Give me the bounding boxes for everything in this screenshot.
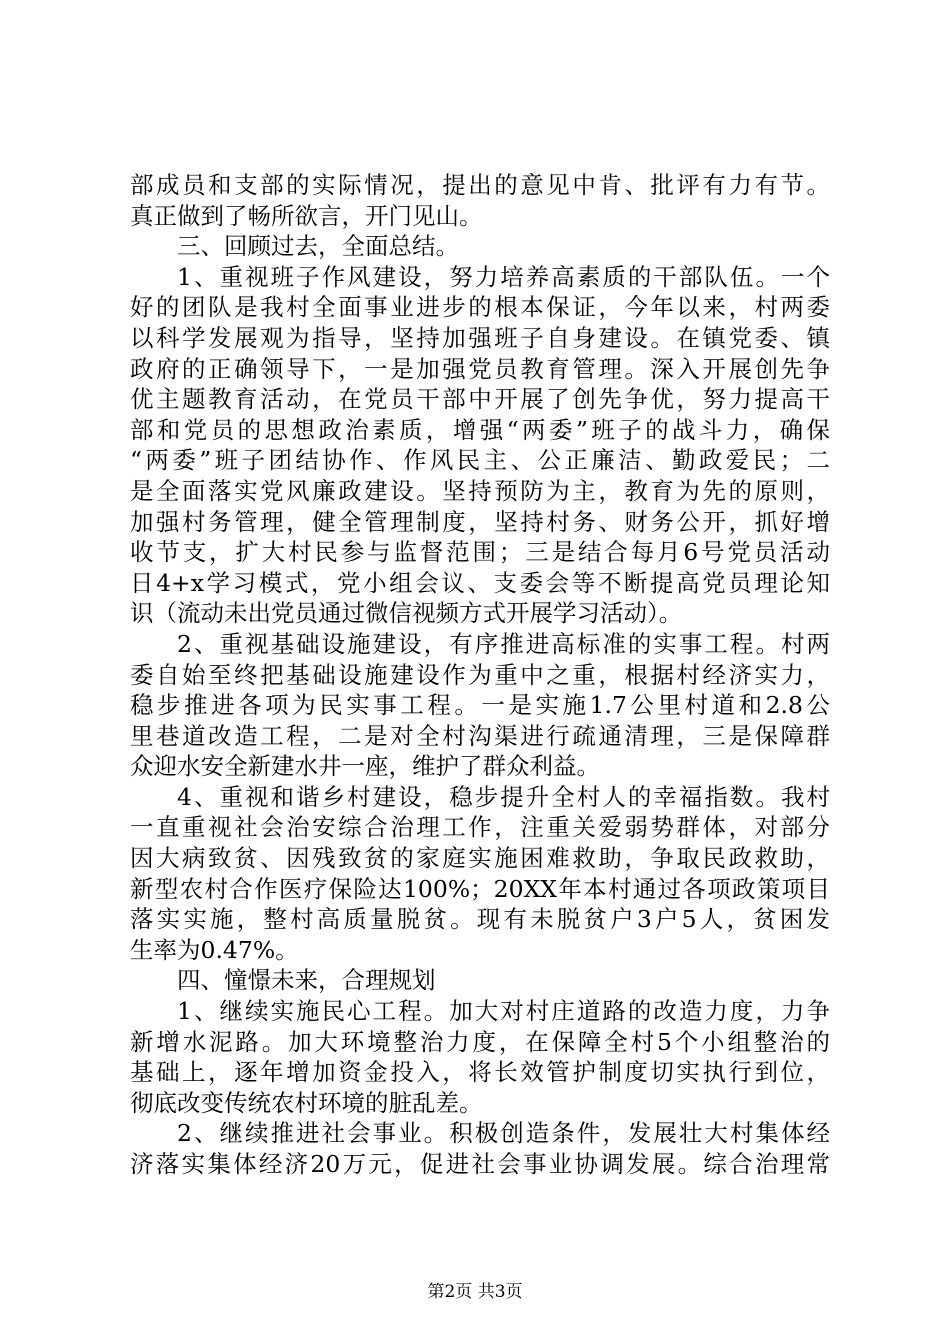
text-line: 以科学发展观为指导，坚持加强班子自身建设。在镇党委、镇 bbox=[130, 323, 830, 352]
text-line: 加强村务管理，健全管理制度，坚持村务、财务公开，抓好增 bbox=[130, 507, 830, 536]
text-line: 优主题教育活动，在党员干部中开展了创先争优，努力提高干 bbox=[130, 385, 830, 414]
text-line: 里巷道改造工程，二是对全村沟渠进行疏通清理，三是保障群 bbox=[130, 721, 830, 750]
text-line: 识（流动未出党员通过微信视频方式开展学习活动）。 bbox=[130, 599, 683, 628]
text-line: 部成员和支部的实际情况，提出的意见中肯、批评有力有节。 bbox=[130, 171, 830, 199]
text-line: 新型农村合作医疗保险达100%；20XX年本村通过各项政策项目 bbox=[130, 874, 830, 903]
text-line: 好的团队是我村全面事业进步的根本保证，今年以来，村两委 bbox=[130, 293, 830, 322]
text-line: 政府的正确领导下，一是加强党员教育管理。深入开展创先争 bbox=[130, 354, 830, 383]
text-line: 部和党员的思想政治素质，增强“两委”班子的战斗力，确保 bbox=[130, 415, 830, 444]
text-line: 2、重视基础设施建设，有序推进高标准的实事工程。村两 bbox=[177, 629, 830, 658]
document-body bbox=[130, 170, 830, 1180]
text-line: 1、重视班子作风建设，努力培养高素质的干部队伍。一个 bbox=[177, 262, 830, 291]
text-line: “两委”班子团结协作、作风民主、公正廉洁、勤政爱民；二 bbox=[130, 446, 830, 475]
text-line: 一直重视社会治安综合治理工作，注重关爱弱势群体，对部分 bbox=[130, 813, 830, 842]
text-line: 生率为0.47%。 bbox=[130, 935, 299, 964]
text-line: 委自始至终把基础设施建设作为重中之重，根据村经济实力， bbox=[130, 660, 830, 689]
text-line: 日4+x学习模式，党小组会议、支委会等不断提高党员理论知 bbox=[130, 568, 830, 597]
text-line: 2、继续推进社会事业。积极创造条件，发展壮大村集体经 bbox=[177, 1119, 830, 1148]
text-line: 稳步推进各项为民实事工程。一是实施1.7公里村道和2.8公 bbox=[130, 691, 830, 720]
text-line: 新增水泥路。加大环境整治力度，在保障全村5个小组整治的 bbox=[130, 1027, 830, 1056]
text-line: 真正做到了畅所欲言，开门见山。 bbox=[130, 201, 483, 230]
text-line: 三、回顾过去，全面总结。 bbox=[177, 232, 459, 261]
text-line: 1、继续实施民心工程。加大对村庄道路的改造力度，力争 bbox=[177, 997, 830, 1026]
text-line: 因大病致贫、因残致贫的家庭实施困难救助，争取民政救助， bbox=[130, 844, 830, 873]
text-line: 四、憧憬未来，合理规划 bbox=[177, 966, 436, 995]
text-line: 落实实施，整村高质量脱贫。现有未脱贫户3户5人，贫困发 bbox=[130, 905, 830, 934]
text-line: 是全面落实党风廉政建设。坚持预防为主，教育为先的原则， bbox=[130, 476, 830, 505]
text-line: 济落实集体经济20万元，促进社会事业协调发展。综合治理常 bbox=[130, 1150, 830, 1178]
text-line: 众迎水安全新建水井一座，维护了群众利益。 bbox=[130, 752, 600, 781]
text-line: 收节支，扩大村民参与监督范围；三是结合每月6号党员活动 bbox=[130, 538, 830, 567]
text-line: 基础上，逐年增加资金投入，将长效管护制度切实执行到位， bbox=[130, 1058, 830, 1087]
page-footer: 第2页 共3页 bbox=[427, 1282, 523, 1302]
text-line: 4、重视和谐乡村建设，稳步提升全村人的幸福指数。我村 bbox=[177, 782, 830, 811]
text-line: 彻底改变传统农村环境的脏乱差。 bbox=[130, 1088, 483, 1117]
